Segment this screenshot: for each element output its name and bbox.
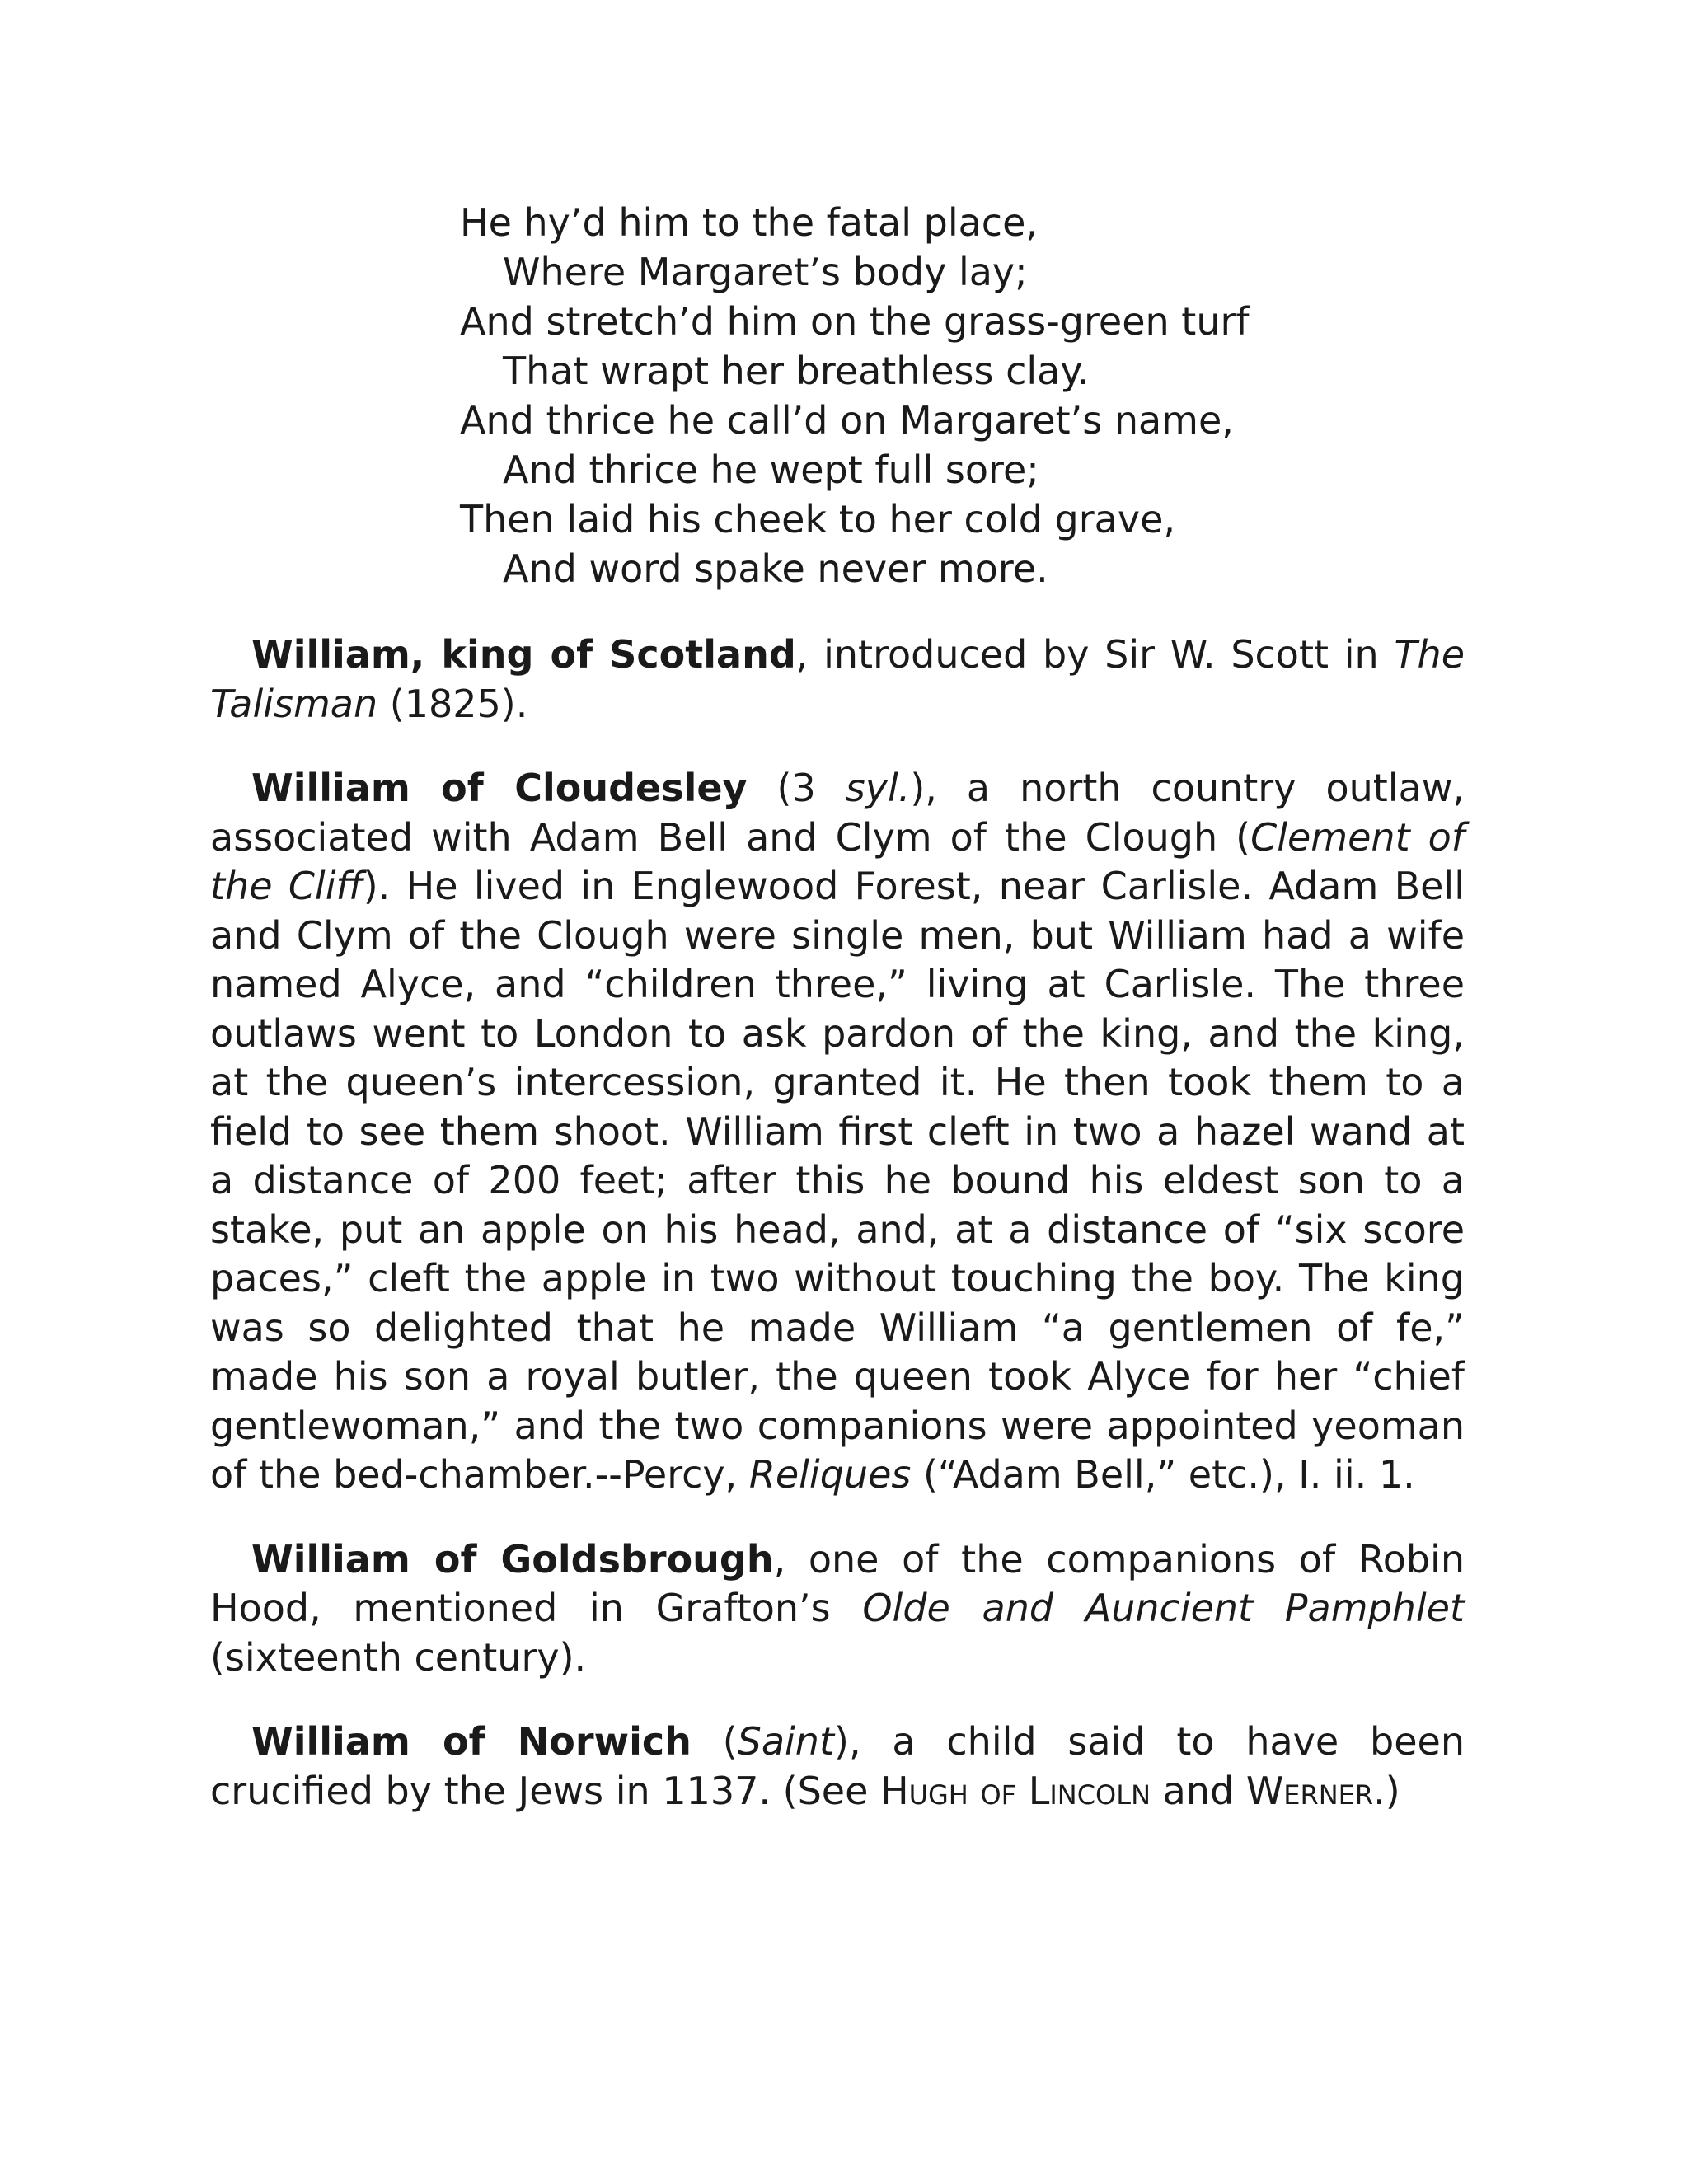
entry-headword: William of Norwich xyxy=(251,1719,692,1764)
verse-line: And stretch’d him on the grass-green turf xyxy=(460,299,1250,344)
entry-text: (1825). xyxy=(377,681,528,726)
entry-text: , introduced by Sir W. Scott in xyxy=(795,632,1395,677)
entry-william-of-goldsbrough xyxy=(210,1535,1465,1683)
entry-text: (3 xyxy=(747,766,846,810)
entry-italic-text: Saint xyxy=(737,1719,834,1764)
entry-work-title: The Talisman xyxy=(210,632,1465,726)
entry-text: and xyxy=(1151,1768,1246,1813)
entry-william-of-norwich xyxy=(210,1718,1465,1816)
entry-italic-text: Clement of the Cliff xyxy=(210,814,1465,908)
verse-line: And thrice he wept full sore; xyxy=(503,448,1039,492)
entry-william-of-cloudesley xyxy=(210,764,1465,1500)
verse-block xyxy=(460,198,1449,593)
cross-reference: Werner xyxy=(1245,1768,1374,1813)
entry-work-title: Olde and Auncient Pamphlet xyxy=(862,1586,1465,1630)
entry-text: (“Adam Bell,” etc.), I. ii. 1. xyxy=(911,1452,1415,1497)
entry-text: ( xyxy=(691,1719,738,1764)
dictionary-entries xyxy=(210,630,1465,1851)
entry-text: , one of the companions of Robin Hood, mentioned in Grafton’s xyxy=(210,1536,1465,1630)
verse-line: And word spake never more. xyxy=(503,546,1048,591)
verse-line: Then laid his cheek to her cold grave, xyxy=(460,497,1176,541)
entry-text: .) xyxy=(1373,1768,1400,1813)
verse-line: And thrice he call’d on Margaret’s name, xyxy=(460,398,1234,443)
verse-line: Where Margaret’s body lay; xyxy=(503,250,1028,294)
entry-work-title: Reliques xyxy=(748,1452,912,1497)
entry-william-king-of-scotland xyxy=(210,630,1465,729)
verse-line: That wrapt her breathless clay. xyxy=(503,349,1090,393)
entry-italic-text: syl. xyxy=(845,766,911,810)
cross-reference: Hugh of Lincoln xyxy=(880,1768,1151,1813)
entry-text: ), a north country outlaw, associated with Adam Bell and Clym of the Clough ( xyxy=(210,766,1465,860)
entry-headword: William of Cloudesley xyxy=(251,766,748,810)
entry-headword: William of Goldsbrough xyxy=(251,1536,774,1582)
entry-text: ), a child said to have been crucified by the Jews in 1137. (See xyxy=(210,1719,1465,1813)
entry-headword: William, king of Scotland xyxy=(251,632,796,677)
entry-text: (sixteenth century). xyxy=(210,1634,587,1680)
entry-text: ). He lived in Englewood Forest, near Carlisle. Adam Bell and Clym of the Clough were single men, but William had a wife named Alyce, and “children three,” living at Carlisle. The three outlaws went to London to ask pardon of the king, and the king, at the queen’s intercession, granted it. He then took them to a field to see them shoot. William first cleft in two a hazel wand at a distance of 200 feet; after this he bound his eldest son to a stake, put an apple on his head, and, at a distance of “six score paces,” cleft the apple in two without touching the boy. The king was so delighted that he made William “a gentlemen of fe,” made his son a royal butler, the queen took Alyce for her “chief gentlewoman,” and the two companions were appointed yeoman of the bed-chamber.--Percy, xyxy=(210,864,1465,1497)
verse-line: He hy’d him to the fatal place, xyxy=(460,200,1039,245)
